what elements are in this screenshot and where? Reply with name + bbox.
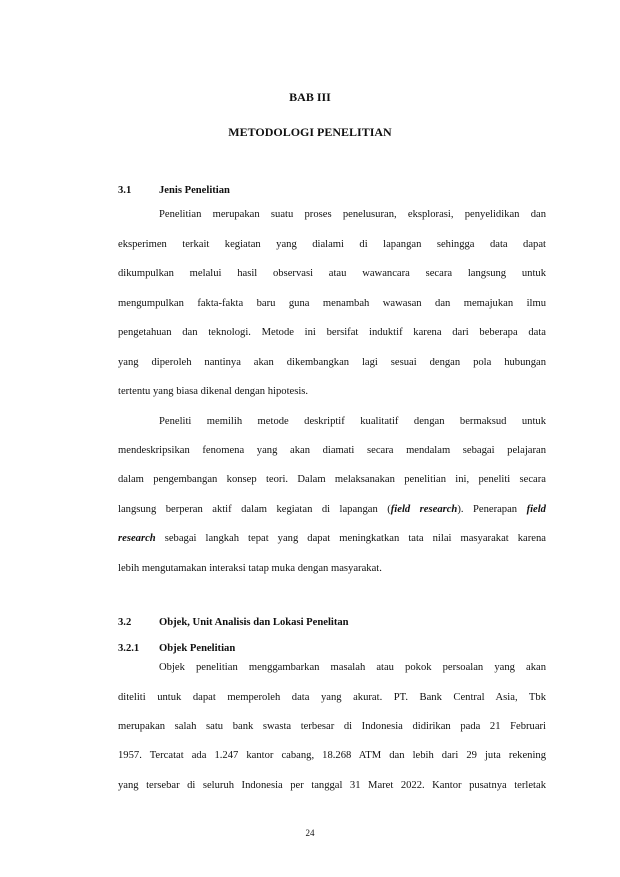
paragraph-line: research sebagai langkah tepat yang dapat meningkatkan tata nilai masyarakat karena — [118, 533, 546, 544]
paragraph-line: merupakan salah satu bank swasta terbesar di Indonesia didirikan pada 21 Februari — [118, 721, 546, 732]
chapter-title: METODOLOGI PENELITIAN — [228, 125, 392, 139]
emphasis-term: research — [118, 533, 156, 544]
emphasis-term: field research — [390, 504, 458, 515]
subsection-number: 3.2.1 — [118, 643, 140, 654]
section-title: Jenis Penelitian — [159, 185, 230, 196]
paragraph-line: eksperimen terkait kegiatan yang dialami di lapangan sehingga data dapat — [118, 239, 546, 250]
emphasis-term: field — [526, 504, 546, 515]
paragraph-line: pengetahuan dan teknologi. Metode ini bersifat induktif karena dari beberapa data — [118, 327, 546, 338]
paragraph-line: diteliti untuk dapat memperoleh data yang akurat. PT. Bank Central Asia, Tbk — [118, 692, 546, 703]
subsection-title: Objek Penelitian — [159, 643, 236, 654]
section-number: 3.1 — [118, 185, 132, 196]
section-number: 3.2 — [118, 617, 132, 628]
page-number: 24 — [305, 828, 315, 838]
paragraph-line: yang tersebar di seluruh Indonesia per tanggal 31 Maret 2022. Kantor pusatnya terletak — [118, 780, 546, 791]
paragraph-line: tertentu yang biasa dikenal dengan hipotesis. — [118, 386, 309, 397]
paragraph-line: mendeskripsikan fenomena yang akan diamati secara mendalam sebagai pelajaran — [118, 445, 546, 456]
paragraph-line: 1957. Tercatat ada 1.247 kantor cabang, 18.268 ATM dan lebih dari 29 juta rekening — [118, 750, 546, 761]
paragraph-line: Penelitian merupakan suatu proses penelusuran, eksplorasi, penyelidikan dan — [159, 209, 546, 220]
paragraph-line: Objek penelitian menggambarkan masalah atau pokok persoalan yang akan — [159, 662, 546, 673]
chapter-label: BAB III — [289, 90, 331, 104]
paragraph-line: lebih mengutamakan interaksi tatap muka dengan masyarakat. — [118, 563, 382, 574]
paragraph-line: yang diperoleh nantinya akan dikembangkan lagi sesuai dengan pola hubungan — [118, 357, 546, 368]
paragraph-line: dikumpulkan melalui hasil observasi atau wawancara secara langsung untuk — [118, 268, 546, 279]
section-title: Objek, Unit Analisis dan Lokasi Penelitan — [159, 617, 349, 628]
paragraph-line: mengumpulkan fakta-fakta baru guna menambah wawasan dan memajukan ilmu — [118, 298, 546, 309]
paragraph-line: dalam pengembangan konsep teori. Dalam melaksanakan penelitian ini, peneliti secara — [118, 474, 546, 485]
paragraph-line: Peneliti memilih metode deskriptif kualitatif dengan bermaksud untuk — [159, 416, 546, 427]
paragraph-line: langsung berperan aktif dalam kegiatan di lapangan (field research). Penerapan field — [118, 504, 546, 515]
